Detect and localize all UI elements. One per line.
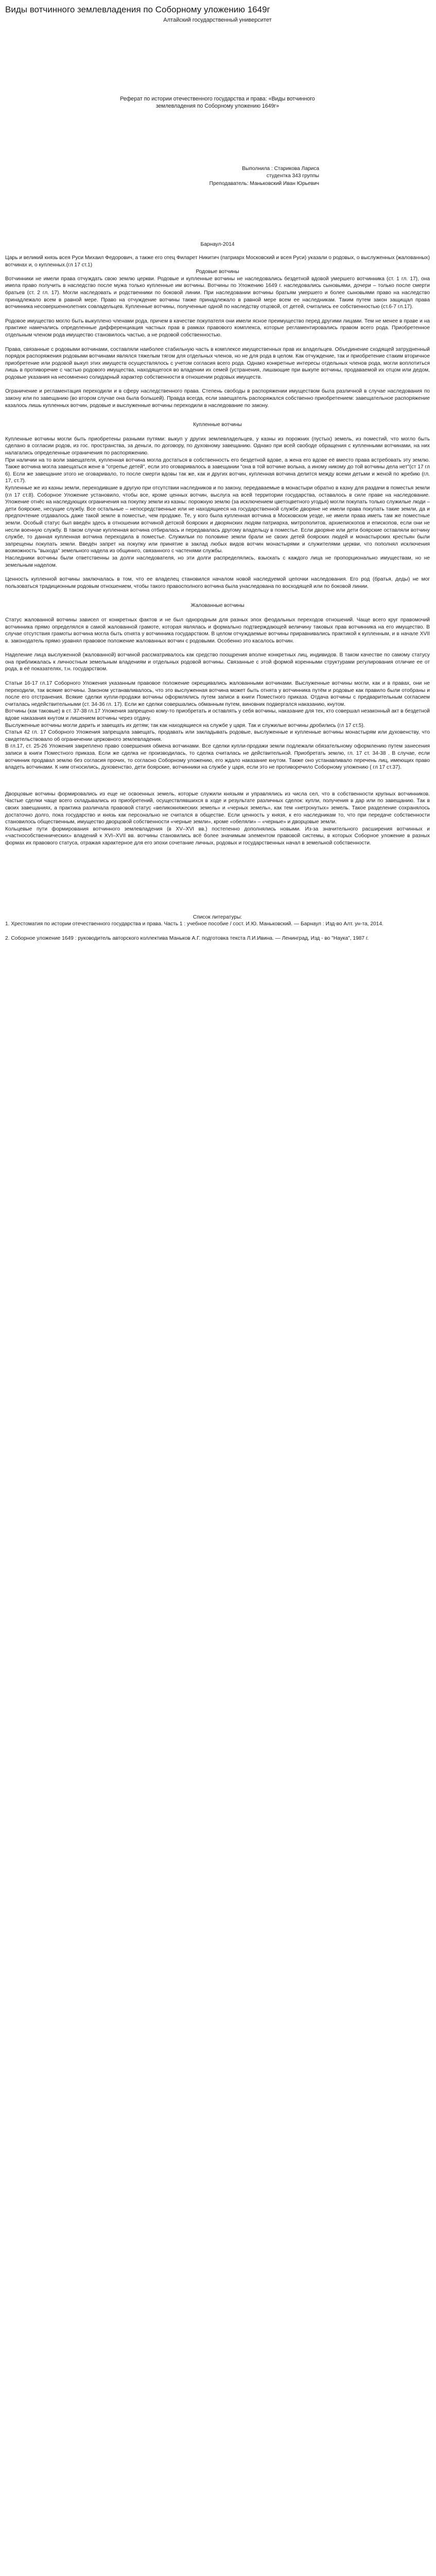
paragraph: Ограничение и регламентация переходили и в сферу наследственного права. Степень свободы в распоряжении имуществом была различной в случае наследования по закону или по завещанию (во втором случае она была большей). Правда всегда, если завещатель распоряжался собственно приобретением: завещательное распоряжение казалось лишь купленных вотчин, родовые и выслуженные вотчины переходили в наследование по закону. bbox=[5, 388, 430, 409]
referat-title-line-1: Реферат по истории отечественного государства и права: «Виды вотчинного bbox=[120, 95, 315, 102]
heading-kuplennye: Купленные вотчины bbox=[193, 422, 242, 428]
author: Выполнила : Старикова Лариса bbox=[242, 165, 319, 172]
reference-item: 1. Хрестоматия по истории отечественного государства и права. Часть 1 : учебное пособие / сост. И.Ю. Маньковский. — Барнаул : Изд-во Алт. ун-та, 2014. bbox=[5, 921, 383, 927]
paragraph: В гл.17, ст. 25-26 Уложения закреплено право совершения обмена вотчинами. Все сделки купли-продажи земли подлежали обязательному оформлению путем занесения записи в книги Поместного приказа. Если же сделка не производилась, то сделка считалась не действительной. Приобретать землю, гл. 17 ст. 34-38 . В случае, если вотчинник продавал землю без согласия прочих, то согласно Соборному уложению, его ждало наказание кнутом. Также оно устанавливало перечень лиц, имеющих право владеть вотчинами. К ним относились, духовенство, дети боярские, вотчинники на службе у царя, если это не противоречило Соборному уложению ( гл 17 ст.37). bbox=[5, 743, 430, 771]
paragraph: Кольцевые пути формирования вотчинного землевладения (в XV–XVI вв.) постепенно дополнялись новыми. Из-за значительного расширения вотчинных и «частнособственнических» владений к XVI–XVII вв. вотчины становились всё более значимым элементом правовой системы, в которых Соборное уложение в разных формах их правового статуса, отражая характерное для его эпохи сочетание личных, родовых и государственных начал в земельной собственности. bbox=[5, 826, 430, 846]
intro-paragraph: Царь и великий князь всея Руси Михаил Федорович, а также его отец Филарет Никитич (патриарх Московский и всея Руси) указали о родовых, о выслуженных (жалованных) вотчинах и, о купленных.(гл 17 ст.1) bbox=[5, 255, 430, 268]
paragraph: Купленные вотчины могли быть приобретены разными путями: выкуп у других землевладельцев, у казны из порожних (пустых) земель, из поместий, что могло быть сделано в согласии родов, из гос. пространства, за деньги, по договору, по духовному завещанию. Однако при всей свободе обращения с купленными вотчинами, на них налагались определенные ограничения по распоряжению. bbox=[5, 436, 430, 456]
teacher: Преподаватель: Маньковский Иван Юрьевич bbox=[209, 180, 319, 187]
heading-references: Список литературы: bbox=[193, 914, 242, 920]
paragraph: Наследники вотчины были ответственны за долги наследователя, но эти долги распределялись, взыскать с каждого лица не пропорционально имуществам, но не земельным наделом. bbox=[5, 555, 430, 568]
referat-title bbox=[5, 95, 430, 110]
paragraph: Купленные же из казны земли, переходившие в другую при отсутствии наследников и по закону, передаваемые в монастыри обратно в казну для раздачи в поместья земли (гл 17 ст.8). Соборное Уложение установило, чтобы все, кроме ценных вотчин, выслуга на всей территории государства, оставалось в силе праве на наследование. Уложение отнёс на наследующих ограничения на покупку земли из казны: порожную землю (за исключением цветоцветного угодья) могли покупать только служилые люди – дети боярские, несущие службу. Все остальные – непосредственные или не находящиеся на государственной службе дворяне не имели права покупать такие земли, да и предпочтение отдавалось даже такой земле в поместье, чем продаже. Те, у кого была купленная вотчина в Московском уезде, не имели права иметь там же поместные земли. Особый статус был введён здесь в отношении вотчиной детской боярских и дворянских людям патриарха, митрополитов, архиепископов и епископов, если они не несли военную службу. В таком случае купленная вотчина отбиралась и передавалась другому владельцу в поместье. Если дворяне или дети боярские оставляли вотчину службе, то данная купленная вотчина переходила в поместье. Служилыи по половине земли брали не своих детей боярских людей и монастырских крестьян были запрещены покупать земли. Введён запрет на покупку или принятие в заклад любых видов вотчин монастырями и служителями церкви, что пополнял исключения возможность "выхода" земельного надела из общиннго, связанного с частенями службы. bbox=[5, 485, 430, 554]
heading-rodovye: Родовые вотчины bbox=[196, 269, 239, 275]
heading-zhalovannye: Жалованные вотчины bbox=[190, 603, 245, 609]
paragraph: Статья 42 гл. 17 Соборного Уложения запрещала завещать, продавать или закладывать родовые, выслуженные и купленные вотчины монастырям или духовенству, что свидетельствовало об ограничении церковного землевладения. bbox=[5, 730, 430, 742]
paragraph: Родовое имущество могло быть выкуплено членами рода, причем в качестве покупателя они имели ясное преимущество перед другими лицами. Тем не менее в праве и на практике намечались определенные дифференциация частных прав в рамках правового комплекса, которые регламентировались правом всего рода. Приобретенное отдельным членом рода имущество становилось частью, а не родовой собственностью. bbox=[5, 318, 430, 338]
paragraph: Вотчины (как таковые) в ст. 37-38 гл.17 Уложения запрещено кому-то приобретать и оставлять у себя вотчины, наказание для тех, кто совершал незаконный акт в бездетной вдове наказания кнутом и лишением вотчины через отдачу. bbox=[5, 708, 430, 722]
university-name: Алтайский государственный университет bbox=[163, 17, 272, 23]
paragraph: Права, связанные с родовыми вотчинами, составляли наиболее стабильную часть в комплексе имущественных прав их владельцев. Объединение сходящей затрудненный порядок распоряжения родовыми вотчинами являлся тяжелым тягом для отдельных членов, но не для рода в целом. Как отчуждение, так и приобретение стаким вторичное приобретение или родовой выкуп этих имуществ осуществлялось с учетом согласия всего рода. Однако конкретные интересы отдельных членов рода, могли воплотиться лишь в противоречие с частью родового имущества, находящегося во владении их семей (устранения, лишающие при выкупе вотчины, продаваемой их отцом или дедом, родовые указания на несомненно солидарный характер собственности в отношении родовых имуществ. bbox=[5, 346, 430, 380]
paragraph: Статус жалованной вотчины зависел от конкретных фактов и не был однородным для разных эпох феодальных переходов отношений. Чаще всего круг правомочий вотчинника прямо определялся в самой жалованной грамоте, которая являлась и формально подтверждающей величину таковых прав вотчинника на его имущество. В случае отсутствия грамоты вотчина могла быть отнята у вотчинника государством. В целом отчуждаемые вотчины приравнивались практикой к купленным, и в начале XVII в. законодатель прямо уравнял правовое положение жалованных вотчин с родовыми. Особенно это касалось вотчин. bbox=[5, 617, 430, 644]
document-title: Виды вотчинного землевладения по Соборному уложению 1649г bbox=[5, 5, 270, 14]
paragraph: Дворцовые вотчины формировались из еще не освоенных земель, которые служили князьям и управлялись из числа сел, что в собственности крупных вотчинников. Частые сделки чаще всего складывались из приобретений, осуществлявшихся в ходе и результате различных сделок: купли, получения в дар или по завещанию. Так в своих завещаниях, а практика различала правовой статус «великокняжеских земель» и «черных земель», как тем «нетронутых» земель. Такое разделение сохранялось достаточно долго, пока государство и князь как персонально не считался в обществе. Если ценность у князя, к его наследникам то, что при передаче собственности становилось общественным, имущество дворцовой собственности «черные земли», кроме «обеляли» – «черные» и дворцовые земли. bbox=[5, 791, 430, 825]
reference-item: 2. Соборное уложение 1649 : руководитель авторского коллектива Маньков А.Г. подготовка текста Л.И.Ивина. — Ленинград, Изд - во "Наука", 1987 г. bbox=[5, 935, 369, 941]
paragraph: Выслуженные вотчины могли дарить и завещать их детям; так как находящиеся на службе у царя. Так и служилые вотчины дробились (гл 17 ст.5). bbox=[5, 722, 365, 728]
paragraph: Ценность купленной вотчины заключалась в том, что ее владелец становился началом новой наследуемой цепочки наследования. Его род (братья, деды) не мог пользоваться традиционным родовым отношением, чтобы такого правосполного вотчина была унаследована по восходящей или по боковой линии. bbox=[5, 577, 430, 589]
document-page bbox=[0, 0, 436, 942]
city-year: Барнаул-2014 bbox=[200, 242, 235, 248]
references-list bbox=[5, 921, 430, 942]
referat-title-line-2: землевладения по Соборному уложению 1649г» bbox=[155, 103, 280, 109]
group: студентка 343 группы bbox=[266, 173, 319, 179]
paragraph: Статьи 16-17 гл.17 Соборного Уложения указанным правовое положение окрещивались жалованными вотчинами. Выслуженные вотчины могли, как и в правах, они не переходили, так всякие вотчины. Законом устанавливалось, что это выслуженная вотчина может быть отнята у вотчинника путём и родовые как правило были отобраны и после его отстранения. Всякие сделки купли-продажи вотчины оформлялись путем записи в книги Поместного приказа. Отдача вотчины с предварительным согласием считалась недействительными (ст. 34-36 гл. 17). Если же сделки совершались обманным путем, виновник подвергался наказанию, кнутом. bbox=[5, 681, 430, 707]
paragraph: Наделение лица выслуженной (жалованной) вотчиной рассматривалось как средство поощрения вполне конкретных лиц, индивидов. В таком качестве по самому статусу она приближалась к личностным земельным владениям и отдельных родовой вотчины. Связанные с этой формой коренными структурами регулирования отличие ее от рода, в её показателях, т.н. государством. bbox=[5, 652, 430, 672]
paragraph: При наличии на то воли завещателя, купленная вотчина могла достаться в собственность его бездетной вдове, а жена его вдове её вместо права встребовать эту землю. Также вотчина могла завещаться жене в "отрепье детей", если это оговаривалось в завещании "она в той вотчине вольна, а иному никому до той вотчины дела нет"(ст 17 гл 6). Если же завещание этого не оговаривало, то после смерти вдовы так же, как и других вотчин, купленная вотчина делится между всеми детьми и женой по жребию (гл. 17, ст.7). bbox=[5, 457, 430, 484]
paragraph: Вотчинники не имели права отчуждать свою землю церкви. Родовые и купленные вотчины не наследовались бездетной вдовой умершего вотчинника (ст. 1 гл. 17), она имела право получить в наследство после мужа только купленные им вотчины. Вотчины по Уложению 1649 г. наследовались сыновьями, дочери – только после смерти братьев (ст. 2 гл. 17). Могли наследовать и родственники по боковой линии. При наследовании вотчины братьям умершего и более сыновьями право на наследство принадлежало всем в равной мере. Право на отчуждение вотчины также принадлежало в равной мере всем ее наследникам. Таким путем закон защищал права вотчинника несовершеннолетних совладельцев. Купленные вотчины, полученные одной по наследству отцовой, от детей, считались ее собственностью (ст.6-7 гл.17). bbox=[5, 276, 430, 310]
